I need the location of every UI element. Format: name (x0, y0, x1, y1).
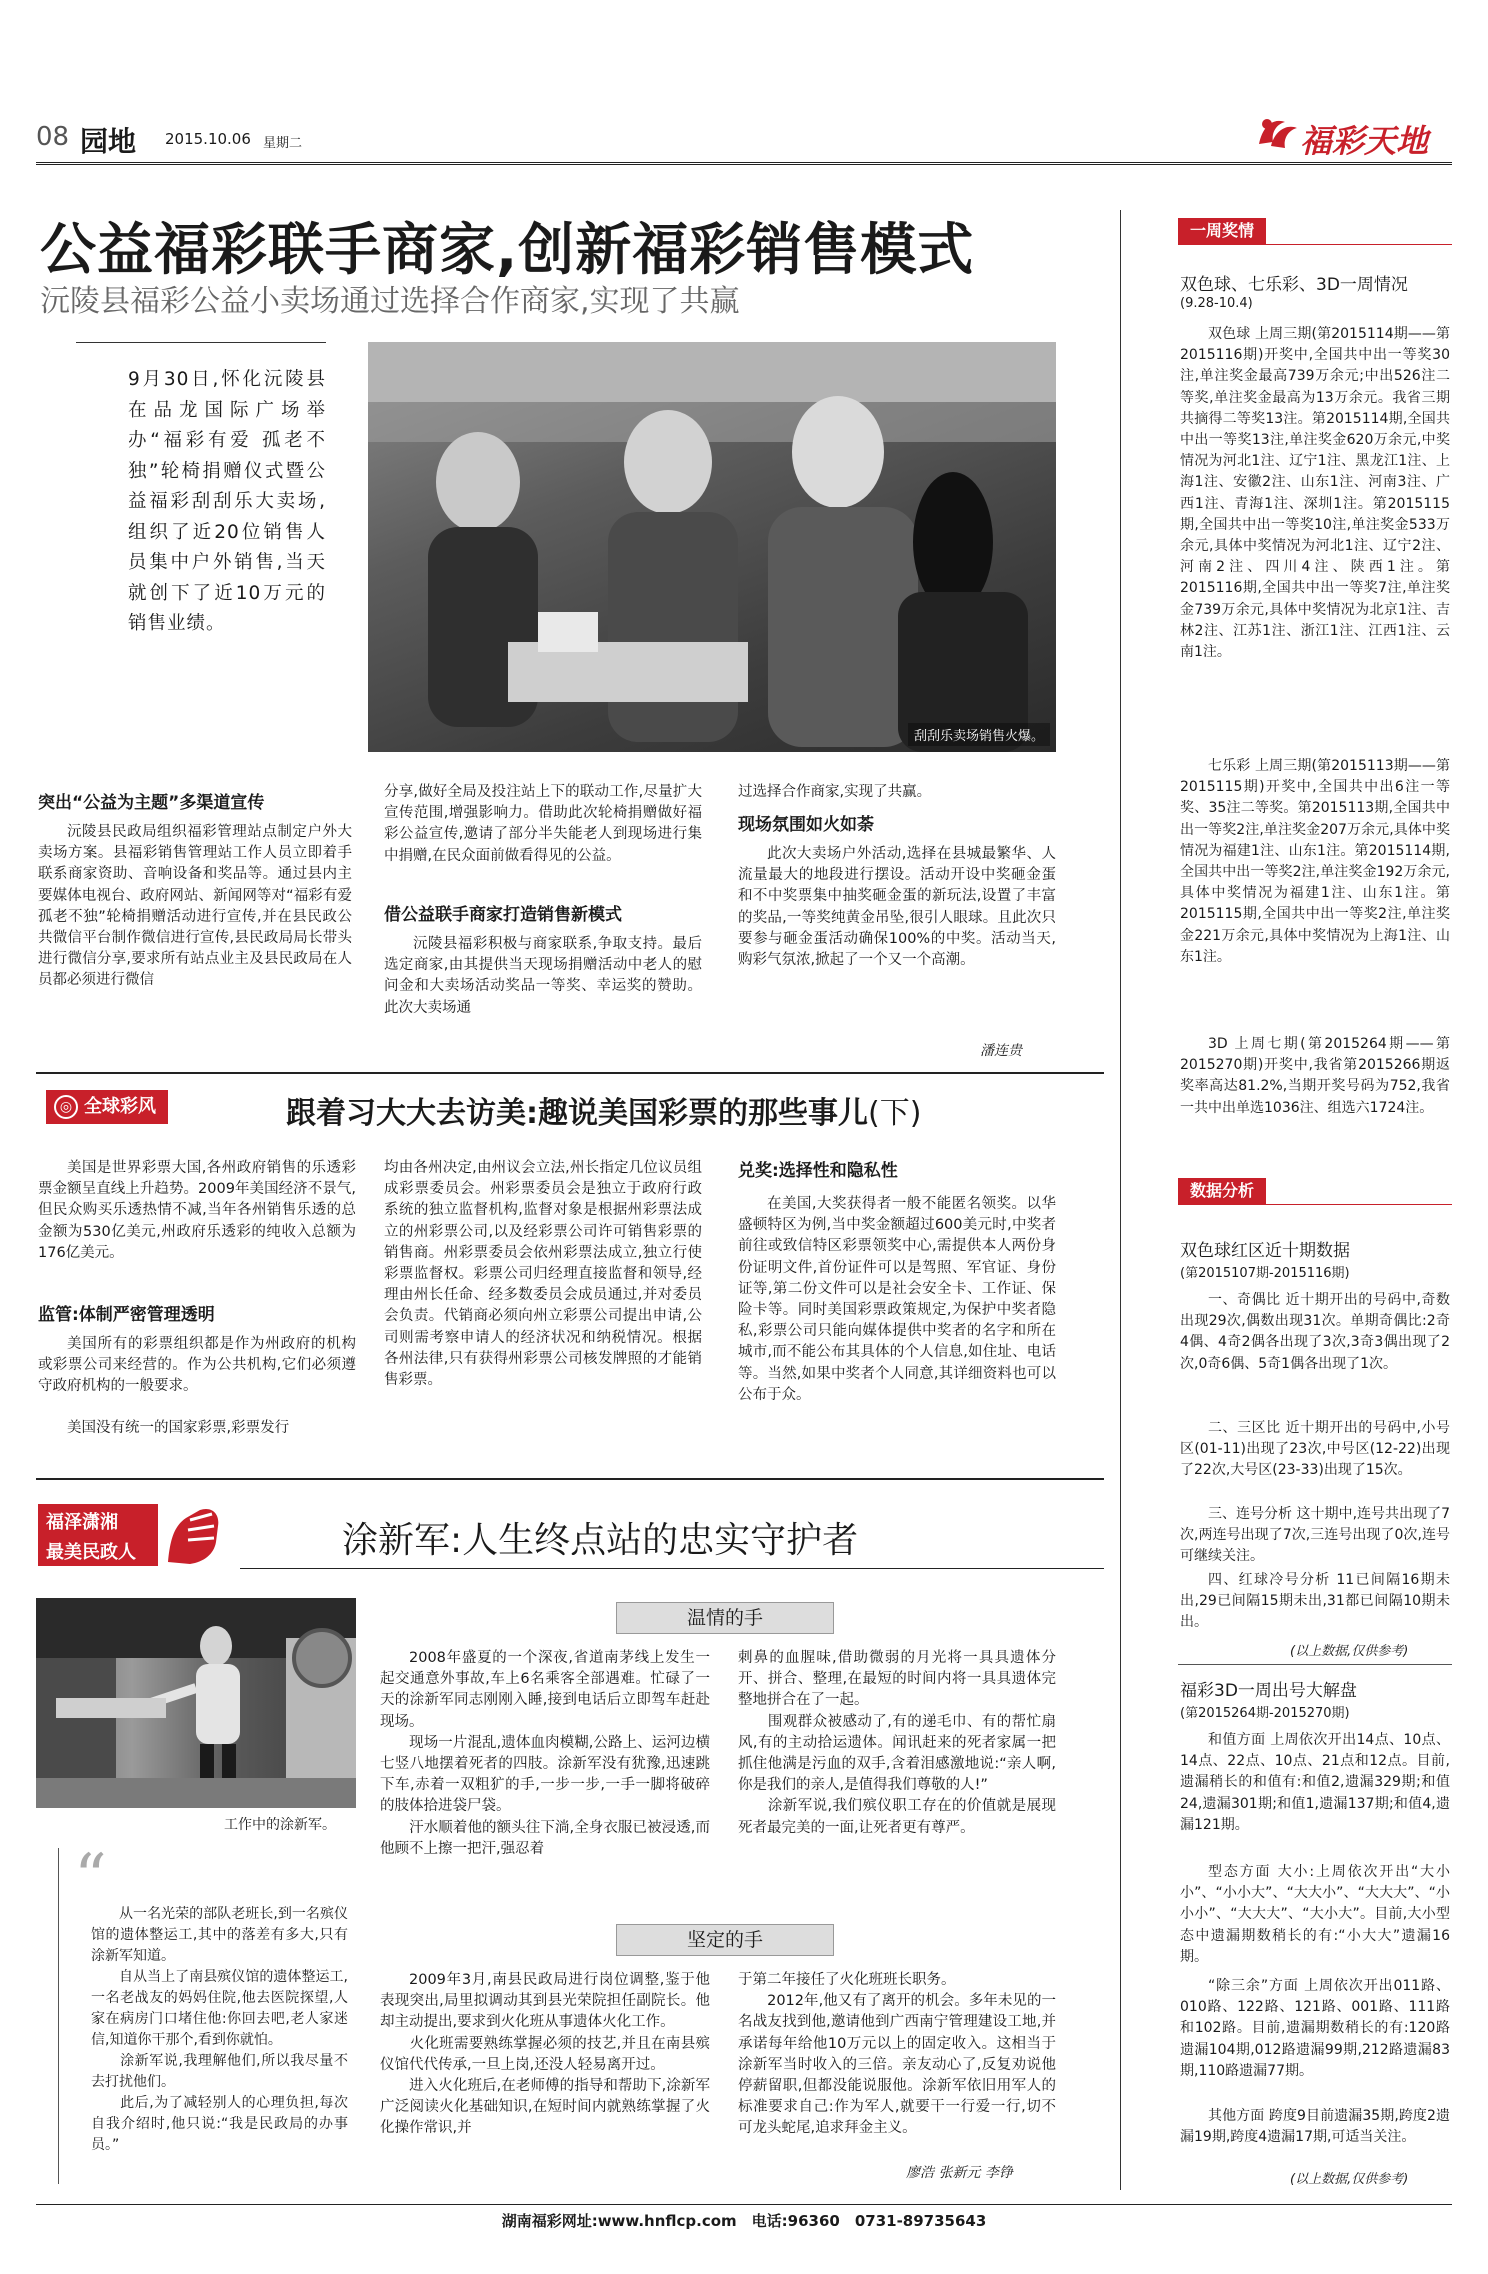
sidebar-rule-1 (1178, 244, 1452, 245)
profile-badge-line1: 福泽潇湘 (46, 1512, 118, 1533)
sidebar-rule-3 (1178, 1664, 1452, 1665)
sidebar-divider (1120, 210, 1121, 2190)
lead-author: 潘连贵 (980, 1043, 1022, 1059)
issue-date: 2015.10.06 (165, 130, 251, 148)
lead-col2-text-b: 沅陵县福彩积极与商家联系,争取支持。最后选定商家,由其提供当天现场捐赠活动中老人的慰问金和大卖场活动奖品一等奖、幸运奖的赞助。此次大卖场通 (384, 936, 702, 1016)
sidebar-cold-numbers: 四、红球冷号分析 11已间隔16期未出,29已间隔15期未出,31都已间隔10期未出。 (1180, 1572, 1450, 1631)
globe-icon: ◎ (54, 1095, 78, 1119)
sidebar-qlc: 七乐彩 上周三期(第2015113期——第2015115期)开奖中,全国共中出6注一等奖、35注二等奖。第2015113期,全国共中出一等奖2注,单注奖金207万余元,具体中奖情况为福建1注、山东1注。第2015114期,全国共中出一等奖2注,单注奖金192万余元,具体中奖情况为福建1注、山东1注。第2015115期,全国共中出一等奖2注,单注奖金221万余元,具体中奖情况为上海1注、山东1注。 (1180, 758, 1450, 965)
sidebar-h3: 福彩3D一周出号大解盘 (1180, 1681, 1357, 1701)
global-headline (286, 1088, 921, 1132)
profile-s2-col1: 2009年3月,南县民政局进行岗位调整,鉴于他表现突出,局里拟调动其到县光荣院担任副院长。他却主动提出,要求到火化班从事遗体火化工作。 火化班需要熟练掌握必须的技艺,并且在南县殡仪馆代代传承,一旦上岗,还没人轻易离开过。 进入火化班后,在老师傅的指导和帮助下,涂新军广泛阅读火化基础知识,在短时间内就熟练掌握了火化操作常识,并 (380, 1972, 710, 2137)
lead-photo-caption: 刮刮乐卖场销售火爆。 (908, 723, 1050, 746)
sidebar-sum-values: 和值方面 上周依次开出14点、10点、14点、22点、10点、21点和12点。目前,遗漏稍长的和值有:和值2,遗漏329期;和值24,遗漏301期;和值1,遗漏137期;和值4,遗漏121期。 (1180, 1732, 1450, 1833)
sidebar-odd-even: 一、奇偶比 近十期开出的号码中,奇数出现29次,偶数出现31次。单期奇偶比:2奇4偶、4奇2偶各出现了3次,3奇3偶出现了2次,0奇6偶、5奇1偶各出现了1次。 (1180, 1292, 1450, 1372)
sidebar-h3-sub: (第2015264期-2015270期) (1180, 1706, 1350, 1721)
header-rule (36, 162, 1452, 165)
lead-intro: 9月30日,怀化沅陵县在品龙国际广场举办“福彩有爱 孤老不独”轮椅捐赠仪式暨公益福彩刮刮乐大卖场,组织了近20位销售人员集中户外销售,当天就创下了近10万元的销售业绩。 (128, 369, 326, 634)
quote-mark-icon: “ (74, 1841, 107, 1915)
sidebar-h2: 双色球红区近十期数据 (1180, 1241, 1350, 1261)
brand-logo-icon (1255, 114, 1299, 152)
global-badge (46, 1090, 168, 1124)
lead-col1-heading: 突出“公益为主题”多渠道宣传 (38, 793, 265, 813)
global-col1-text-a: 美国是世界彩票大国,各州政府销售的乐透彩票金额呈直线上升趋势。2009年美国经济不景气,但民众购买乐透热情不减,当年各州销售乐透的总金额为530亿美元,州政府乐透彩的纯收入总额为176亿美元。 (38, 1160, 356, 1261)
sidebar-patterns: 型态方面 大小:上周依次开出“大小小”、“小小大”、“大大小”、“大大大”、“小小小”、“大大大”、“大小大”。目前,大小型态中遗漏期数稍长的有:“小大大”遗漏16期。 (1180, 1864, 1450, 1965)
sidebar-note-1: (以上数据,仅供参考) (1290, 1644, 1409, 1659)
profile-badge (38, 1500, 238, 1570)
profile-quote-box (58, 1841, 356, 2184)
footer-rule (36, 2204, 1452, 2205)
profile-s1-col1: 2008年盛夏的一个深夜,省道南茅线上发生一起交通意外事故,车上6名乘客全部遇难。忙碌了一天的涂新军同志刚刚入睡,接到电话后立即驾车赶赴现场。 现场一片混乱,遗体血肉模糊,公路上、运河边横七竖八地摆着死者的四肢。涂新军没有犹豫,迅速跳下车,赤着一双粗犷的手,一步一步,一手一脚将破碎的肢体拾进袋尸袋。 汗水顺着他的额头往下淌,全身衣服已被浸透,而他顾不上擦一把汗,强忍着 (380, 1650, 710, 1857)
profile-s1-col2: 刺鼻的血腥味,借助微弱的月光将一具具遗体分开、拼合、整理,在最短的时间内将一具具遗体完整地拼合在了一起。 围观群众被感动了,有的递毛巾、有的帮忙扇风,有的主动拾运遗体。闻讯赶来的死者家属一把抓住他满是污血的双手,含着泪感激地说:“亲人啊,你是我们的亲人,是值得我们尊敬的人!” 涂新军说,我们殡仪职工存在的价值就是展现死者最完美的一面,让死者更有尊严。 (738, 1650, 1056, 1836)
lead-bottom-rule (36, 1072, 1104, 1074)
profile-top-rule (240, 1568, 1104, 1569)
global-col2-text: 均由各州决定,由州议会立法,州长指定几位议员组成彩票委员会。州彩票委员会是独立于政府行政系统的独立监督机构,监督对象是根据州彩票法成立的州彩票公司,以及经彩票公司许可销售彩票的销售商。州彩票委员会依州彩票法成立,独立行使彩票监督权。彩票公司归经理直接监督和领导,经理由州长任命、经多数委员会成员通过,并对委员会负责。代销商必须向州立彩票公司提出申请,公司则需考察申请人的经济状况和纳税情况。根据各州法律,只有获得州彩票公司核发牌照的才能销售彩票。 (384, 1160, 702, 1389)
sidebar-ssq: 双色球 上周三期(第2015114期——第2015116期)开奖中,全国共中出一等奖30注,单注奖金最高739万余元;中出526注二等奖,单注奖金最高为13万余元。我省三期共摘得二等奖13注。第2015114期,全国共中出一等奖13注,单注奖金620万余元,中奖情况为河北1注、辽宁1注、黑龙江1注、上海1注、安徽2注、山东1注、河南3注、广西1注、青海1注、深圳1注。第2015115期,全国共中出一等奖10注,单注奖金533万余元,具体中奖情况为河北1注、辽宁2注、河南2注、四川4注、陕西1注。第2015116期,全国共中出一等奖7注,单注奖金739万余元,具体中奖情况为北京1注、吉林2注、江苏1注、浙江1注、江西1注、云南1注。 (1180, 326, 1450, 661)
section-name: 园地 (80, 125, 137, 158)
sidebar-tag-weekly: 一周奖情 (1178, 218, 1266, 244)
profile-photo-caption: 工作中的涂新军。 (224, 1817, 336, 1833)
lead-intro-box (76, 342, 326, 742)
sidebar-h1: 双色球、七乐彩、3D一周情况 (1180, 275, 1408, 295)
lead-headline: 公益福彩联手商家,创新福彩销售模式 (40, 218, 975, 283)
lead-photo (368, 342, 1056, 752)
lead-col2-heading: 借公益联手商家打造销售新模式 (384, 905, 622, 925)
profile-headline: 涂新军:人生终点站的忠实守护者 (342, 1520, 859, 1561)
footer-contact: 湖南福彩网址:www.hnflcp.com 电话:96360 0731-89735643 (501, 2212, 987, 2230)
lead-col1-text: 沅陵县民政局组织福彩管理站点制定户外大卖场方案。县福彩销售管理站工作人员立即着手联系商家资助、音响设备和奖品等。通过县内主要媒体电视台、政府网站、新闻网等对“福彩有爱 孤老不独”轮椅捐赠活动进行宣传,并在县民政公共微信平台制作微信进行宣传,县民政局局长带头进行微信分享,要求所有站点业主及县民政局在人员都必须进行微信 (38, 824, 357, 989)
sidebar-note-2: (以上数据,仅供参考) (1290, 2172, 1409, 2187)
lead-col2-text-a: 分享,做好全局及投注站上下的联动工作,尽量扩大宣传范围,增强影响力。借助此次轮椅捐赠做好福彩公益宣传,邀请了部分半失能老人到现场进行集中捐赠,在民众面前做看得见的公益。 (384, 784, 702, 864)
lead-subheadline: 沅陵县福彩公益小卖场通过选择合作商家,实现了共赢 (40, 284, 740, 319)
profile-section1-label: 温情的手 (616, 1602, 834, 1634)
global-headline-text: 跟着习大大去访美:趣说美国彩票的那些事儿 (286, 1096, 868, 1131)
issue-weekday: 星期二 (263, 136, 303, 151)
sidebar-rule-2 (1178, 1204, 1452, 1205)
global-col1-text-c: 美国没有统一的国家彩票,彩票发行 (67, 1420, 290, 1436)
global-col1-heading: 监管:体制严密管理透明 (38, 1305, 215, 1325)
lead-col3-text-a: 过选择合作商家,实现了共赢。 (738, 784, 932, 800)
page-number: 08 (36, 122, 70, 152)
sidebar-h2-sub: (第2015107期-2015116期) (1180, 1266, 1350, 1281)
sidebar-zones: 二、三区比 近十期开出的号码中,小号区(01-11)出现了23次,中号区(12-22)出现了22次,大号区(23-33)出现了15次。 (1180, 1420, 1450, 1479)
sidebar-consecutive: 三、连号分析 这十期中,连号共出现了7次,两连号出现了7次,三连号出现了0次,连号可继续关注。 (1180, 1506, 1450, 1565)
profile-author: 廖浩 张新元 李铮 (906, 2165, 1013, 2181)
profile-badge-line2: 最美民政人 (46, 1542, 136, 1563)
fist-icon (160, 1500, 230, 1570)
global-badge-label: 全球彩风 (84, 1096, 156, 1117)
lead-col3-text-b: 此次大卖场户外活动,选择在县城最繁华、人流量最大的地段进行摆设。活动开设中奖砸金蛋和不中奖票集中抽奖砸金蛋的新玩法,设置了丰富的奖品,一等奖纯黄金吊坠,很引人眼球。且此次只要参与砸金蛋活动确保100%的中奖。活动当天,购彩气氛浓,掀起了一个又一个高潮。 (738, 846, 1056, 969)
global-col3-text: 在美国,大奖获得者一般不能匿名领奖。以华盛顿特区为例,当中奖金额超过600美元时,中奖者前往或致信特区彩票领奖中心,需提供本人两份身份证明文件,首份证件可以是驾照、军官证、身份证等,第二份文件可以是社会安全卡、工作证、保险卡等。同时美国彩票政策规定,为保护中奖者隐私,彩票公司只能向媒体提供中奖者的名字和所在城市,而不能公布其具体的个人信息,如住址、电话等。当然,如果中奖者个人同意,其详细资料也可以公布于众。 (738, 1196, 1056, 1403)
profile-section2-label: 坚定的手 (616, 1924, 834, 1956)
profile-quote: 从一名光荣的部队老班长,到一名殡仪馆的遗体整运工,其中的落差有多大,只有涂新军知道。 自从当上了南县殡仪馆的遗体整运工,一名老战友的妈妈住院,他去医院探望,人家在病房门口堵住他:你回去吧,老人家迷信,知道你干那个,看到你就怕。 涂新军说,我理解他们,所以我尽量不去打扰他们。 此后,为了减轻别人的心理负担,每次自我介绍时,他只说:“我是民政局的办事员。” (91, 1906, 348, 2153)
global-col3-heading: 兑奖:选择性和隐私性 (738, 1161, 898, 1181)
sidebar-h1-sub: (9.28-10.4) (1180, 296, 1253, 311)
sidebar-span: 其他方面 跨度9目前遗漏35期,跨度2遗漏19期,跨度4遗漏17期,可适当关注。 (1180, 2108, 1450, 2146)
sidebar-mod3: “除三余”方面 上周依次开出011路、010路、122路、121路、001路、111路和102路。目前,遗漏期数稍长的有:120路遗漏104期,012路遗漏99期,212路遗漏83期,110路遗漏77期。 (1180, 1978, 1450, 2079)
lead-col3-heading: 现场氛围如火如荼 (738, 815, 874, 835)
sidebar-3d: 3D 上周七期(第2015264期——第2015270期)开奖中,我省第2015266期返奖率高达81.2%,当期开奖号码为752,我省一共中出单选1036注、组选六1724注。 (1180, 1036, 1450, 1116)
profile-s2-col2: 于第二年接任了火化班班长职务。 2012年,他又有了离开的机会。多年未见的一名战友找到他,邀请他到广西南宁管理建设工地,并承诺每年给他10万元以上的固定收入。这相当于涂新军当时收入的三倍。亲友动心了,反复劝说他停薪留职,但都没能说服他。涂新军依旧用军人的标准要求自己:作为军人,就要干一行爱一行,切不可龙头蛇尾,追求拜金主义。 (738, 1972, 1056, 2137)
brand-name: 福彩天地 (1300, 122, 1429, 160)
global-headline-suffix: (下) (868, 1096, 922, 1131)
global-bottom-rule (36, 1478, 1104, 1480)
global-col1-text-b: 美国所有的彩票组织都是作为州政府的机构或彩票公司来经营的。作为公共机构,它们必须遵守政府机构的一般要求。 (38, 1336, 356, 1395)
profile-photo (36, 1598, 356, 1808)
sidebar-tag-analysis: 数据分析 (1178, 1178, 1266, 1204)
